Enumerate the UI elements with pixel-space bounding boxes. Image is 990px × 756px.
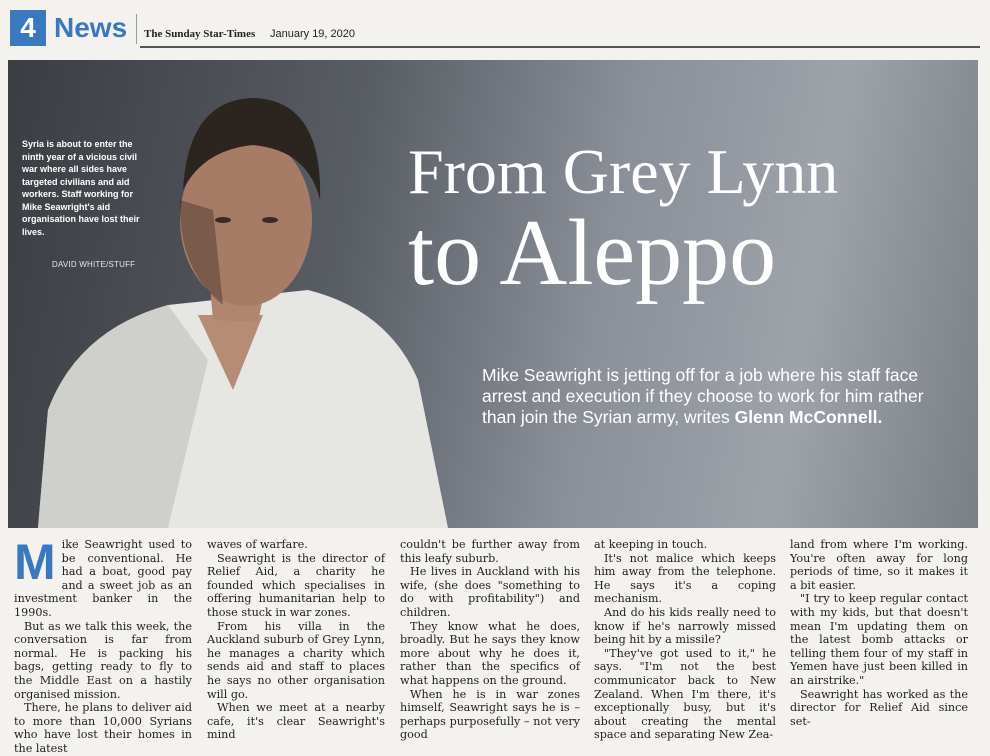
paragraph: When we meet at a nearby cafe, it's clear Seawright's mind xyxy=(207,701,385,742)
paragraph: It's not malice which keeps him away from the telephone. He says it's a coping mechanism. xyxy=(594,551,776,606)
page-header xyxy=(0,0,990,56)
issue-date: January 19, 2020 xyxy=(270,28,356,40)
photo-caption: Syria is about to enter the ninth year of a vicious civil war where all sides have targeted civilians and aid workers. Staff working for Mike Seawright's aid organisation have lost their lives. xyxy=(22,139,140,237)
paragraph: When he is in war zones himself, Seawright says he is – perhaps purposefully – not very good xyxy=(400,687,580,742)
article-column-3 xyxy=(400,538,580,742)
paragraph: couldn't be further away from this leafy suburb. xyxy=(400,538,580,565)
paragraph: "I try to keep regular contact with my kids, but that doesn't mean I'm updating them on the latest bomb attacks or telling them four of my staff in Yemen have just been killed in an airstrike." xyxy=(790,592,968,687)
paragraph: There, he plans to deliver aid to more than 10,000 Syrians who have lost their homes in the latest xyxy=(14,701,192,755)
paragraph: land from where I'm working. You're often away for long periods of time, so it makes it a bit easier. xyxy=(790,538,968,592)
header-rule xyxy=(140,46,980,48)
header-divider xyxy=(136,14,137,44)
masthead: The Sunday Star-Times xyxy=(144,28,256,40)
photo-credit: DAVID WHITE/STUFF xyxy=(52,260,136,269)
article-column-4 xyxy=(594,538,776,742)
byline-author: Glenn McConnell. xyxy=(734,407,883,427)
standfirst-text: Mike Seawright is jetting off for a job where his staff face arrest and execution if they choose to work for him rather than join the Syrian army, writes xyxy=(482,365,924,427)
headline-line-2: to Aleppo xyxy=(408,201,777,305)
paragraph: Seawright is the director of Relief Aid, a charity he founded which specialises in offering humanitarian help to those stuck in war zones. xyxy=(207,551,385,619)
paragraph: "They've got used to it," he says. "I'm not the best communicator back to New Zealand. When I'm there, it's exceptionally busy, but it's about creating the mental space and separating New Zea- xyxy=(594,646,776,742)
paragraph: From his villa in the Auckland suburb of Grey Lynn, he manages a charity which sends aid and staff to places he says no other organisation will go. xyxy=(207,619,385,701)
paragraph: Seawright has worked as the director for Relief Aid since set- xyxy=(790,687,968,728)
headline xyxy=(408,136,839,305)
article-column-1 xyxy=(14,534,192,756)
article-column-5 xyxy=(790,538,968,728)
drop-cap: M xyxy=(14,534,56,590)
lead-photo xyxy=(8,60,978,528)
paragraph: He lives in Auckland with his wife, (she does "something to do with profitability") and children. xyxy=(400,565,580,619)
paragraph: waves of warfare. xyxy=(207,538,308,551)
paragraph: But as we talk this week, the conversation is far from normal. He is packing his bags, getting ready to fly to the Middle East on a hastily organised mission. xyxy=(14,619,192,701)
article-column-2 xyxy=(207,538,385,742)
section-title: News xyxy=(54,12,128,43)
standfirst xyxy=(482,365,952,428)
paragraph: at keeping in touch. xyxy=(594,538,708,551)
page-number: 4 xyxy=(10,10,46,46)
paragraph: They know what he does, broadly. But he says they know more about why he does it, rather than the specifics of what happens on the ground. xyxy=(400,619,580,687)
paragraph: ike Seawright used to be conventional. He had a boat, good pay and a sweet job as an investment banker in the 1990s. xyxy=(14,538,192,619)
paragraph: And do his kids really need to know if he's narrowly missed being hit by a missile? xyxy=(594,605,776,647)
headline-line-1: From Grey Lynn xyxy=(408,136,839,207)
